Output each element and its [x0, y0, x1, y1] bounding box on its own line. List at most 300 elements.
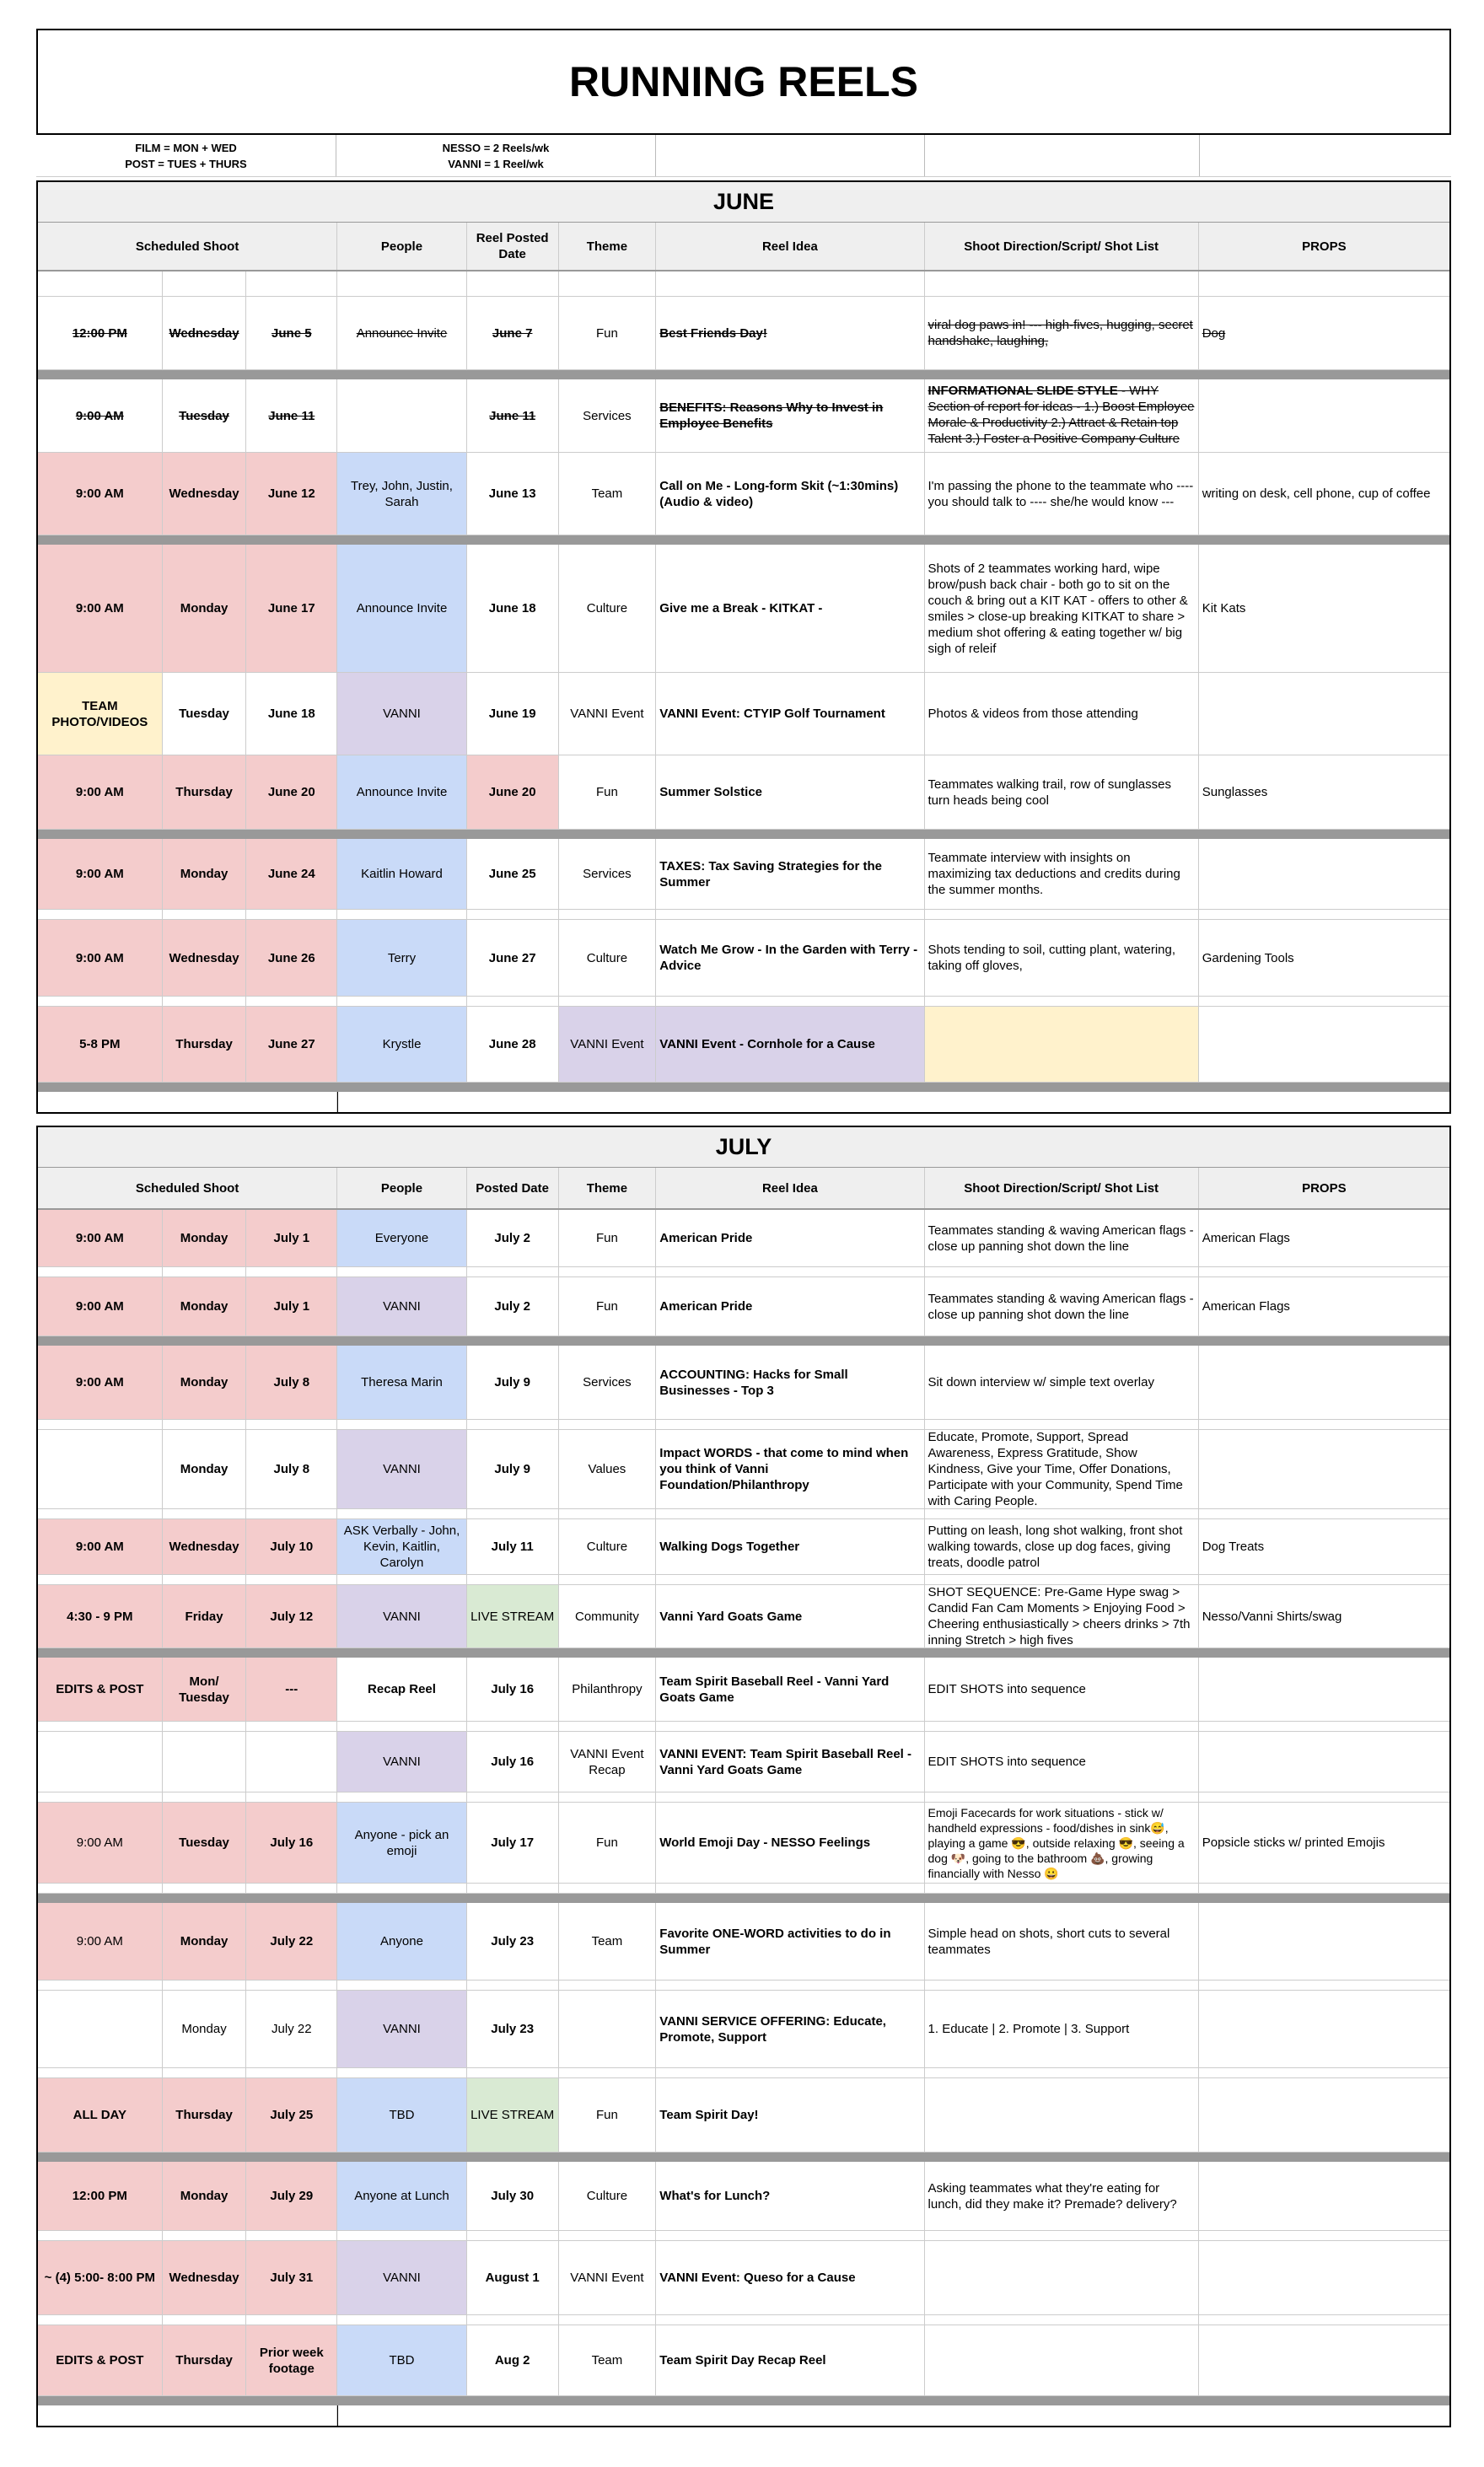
week-separator: [38, 2396, 1449, 2405]
reel-idea: VANNI Event: CTYIP Golf Tournament: [656, 673, 924, 755]
info-blank-3: [1200, 135, 1451, 176]
reel-idea: Watch Me Grow - In the Garden with Terry - Advice: [656, 920, 924, 996]
blank-row: [38, 1267, 1449, 1277]
shoot-direction: I'm passing the phone to the teammate who ---- you should talk to ---- she/he would know ---: [925, 453, 1199, 535]
theme: Culture: [559, 545, 657, 672]
theme: [559, 1991, 657, 2067]
people: VANNI: [337, 1430, 467, 1508]
blank-row: [38, 2405, 1449, 2426]
blank-row: [38, 271, 1449, 297]
shoot-day: Monday: [163, 1277, 247, 1336]
props: Popsicle sticks w/ printed Emojis: [1202, 1835, 1385, 1850]
shoot-day: Monday: [163, 2162, 247, 2230]
shoot-day: Monday: [163, 1346, 247, 1419]
info-row: [36, 135, 1451, 177]
shoot-day: Monday: [163, 1430, 247, 1508]
shoot-time: 5-8 PM: [38, 1007, 163, 1082]
info-blank-2: [925, 135, 1200, 176]
props: [1199, 1346, 1449, 1419]
reel-idea: American Pride: [656, 1277, 924, 1336]
shoot-time: EDITS & POST: [38, 2325, 163, 2395]
shoot-day: Wednesday: [163, 1519, 247, 1574]
reel-idea: VANNI Event: Queso for a Cause: [656, 2241, 924, 2314]
posted-date: June 13: [467, 453, 559, 535]
reel-idea: Team Spirit Baseball Reel - Vanni Yard Goats Game: [656, 1658, 924, 1721]
blank-row: [38, 1884, 1449, 1894]
shoot-direction: Teammates walking trail, row of sunglasses turn heads being cool: [925, 755, 1199, 829]
nesso-quota: NESSO = 2 Reels/wk: [442, 141, 550, 154]
shoot-day: Monday: [163, 1903, 247, 1980]
table-row: [38, 1658, 1449, 1722]
props: Dog Treats: [1202, 1540, 1265, 1554]
shoot-direction: [925, 1007, 1199, 1082]
shoot-time: 9:00 AM: [38, 453, 163, 535]
header-props: PROPS: [1302, 1180, 1347, 1196]
shoot-day: Tuesday: [163, 1803, 247, 1883]
shoot-day: Tuesday: [163, 673, 247, 755]
props: American Flags: [1202, 1299, 1290, 1314]
table-row: [38, 1007, 1449, 1083]
shoot-direction: viral dog paws in! --- high-fives, hugging, secret handshake, laughing,: [925, 297, 1199, 369]
posted-date: June 27: [467, 920, 559, 996]
week-separator: [38, 1336, 1449, 1346]
shoot-date: June 18: [246, 673, 337, 755]
shoot-date: June 12: [246, 453, 337, 535]
shoot-date: July 16: [246, 1803, 337, 1883]
table-row: [38, 1346, 1449, 1420]
props: [1199, 1903, 1449, 1980]
theme: VANNI Event Recap: [559, 1732, 657, 1792]
people: Anyone - pick an emoji: [337, 1803, 467, 1883]
theme: Fun: [559, 1210, 657, 1266]
theme: Philanthropy: [559, 1658, 657, 1721]
table-row: [38, 755, 1449, 830]
blank-row: [38, 2231, 1449, 2241]
blank-row: [38, 1575, 1449, 1585]
posted-date: June 20: [467, 755, 559, 829]
blank-row: [38, 1981, 1449, 1991]
shoot-direction: Sit down interview w/ simple text overlay: [925, 1346, 1199, 1419]
props: Nesso/Vanni Shirts/swag: [1202, 1609, 1342, 1624]
shoot-date: July 1: [246, 1210, 337, 1266]
table-row: [38, 1991, 1449, 2068]
shoot-date: July 1: [246, 1277, 337, 1336]
shoot-direction: Teammate interview with insights on maximizing tax deductions and credits during the summer months.: [925, 839, 1199, 909]
shoot-time: 9:00 AM: [38, 839, 163, 909]
reel-idea: VANNI SERVICE OFFERING: Educate, Promote, Support: [656, 1991, 924, 2067]
reel-idea: Best Friends Day!: [656, 297, 924, 369]
shoot-time: 9:00 AM: [38, 379, 163, 452]
july-month-header: JULY: [38, 1127, 1449, 1168]
week-separator: [38, 370, 1449, 379]
posted-date: July 23: [467, 1903, 559, 1980]
people: [337, 379, 467, 452]
shoot-direction: Putting on leash, long shot walking, front shot walking towards, close up dog faces, giving treats, doodle patrol: [925, 1519, 1199, 1574]
shoot-direction: Educate, Promote, Support, Spread Awareness, Express Gratitude, Show Kindness, Give your Time, Offer Donations, Participate with your Community, Spend Time with Caring People.: [925, 1430, 1199, 1508]
shoot-day: Wednesday: [163, 920, 247, 996]
table-row: [38, 2325, 1449, 2396]
table-row: [38, 1277, 1449, 1336]
theme: VANNI Event: [559, 2241, 657, 2314]
shoot-time: [38, 1430, 163, 1508]
shoot-date: July 8: [246, 1430, 337, 1508]
blank-row: [38, 910, 1449, 920]
shoot-day: Friday: [163, 1585, 247, 1647]
people: VANNI: [337, 1991, 467, 2067]
posted-date: July 16: [467, 1658, 559, 1721]
post-rule: POST = TUES + THURS: [125, 157, 247, 170]
header-scheduled-shoot: Scheduled Shoot: [38, 1168, 337, 1208]
shoot-day: Thursday: [163, 2325, 247, 2395]
reel-idea: Give me a Break - KITKAT -: [656, 545, 924, 672]
posted-date: July 9: [467, 1430, 559, 1508]
people: ASK Verbally - John, Kevin, Kaitlin, Carolyn: [337, 1519, 467, 1574]
shoot-day: Tuesday: [163, 379, 247, 452]
theme: Services: [559, 379, 657, 452]
posted-date: July 16: [467, 1732, 559, 1792]
theme: Values: [559, 1430, 657, 1508]
props: [1199, 2078, 1449, 2152]
props: [1199, 2325, 1449, 2395]
quota-cell: [336, 135, 656, 176]
posted-date: July 30: [467, 2162, 559, 2230]
vanni-quota: VANNI = 1 Reel/wk: [448, 157, 544, 170]
theme: Fun: [559, 297, 657, 369]
reel-idea: Vanni Yard Goats Game: [656, 1585, 924, 1647]
reel-idea: Impact WORDS - that come to mind when you think of Vanni Foundation/Philanthropy: [656, 1430, 924, 1508]
shoot-time: 9:00 AM: [38, 1803, 163, 1883]
reel-idea: Walking Dogs Together: [656, 1519, 924, 1574]
header-shoot-direction: Shoot Direction/Script/ Shot List: [925, 223, 1199, 270]
people: Theresa Marin: [337, 1346, 467, 1419]
shoot-day: Thursday: [163, 1007, 247, 1082]
header-props: PROPS: [1302, 239, 1347, 254]
shoot-day: [163, 1732, 247, 1792]
shoot-date: [246, 1732, 337, 1792]
people: Announce Invite: [337, 755, 467, 829]
theme: Team: [559, 1903, 657, 1980]
theme: Culture: [559, 2162, 657, 2230]
table-row: [38, 1732, 1449, 1792]
shoot-day: Monday: [163, 839, 247, 909]
props: [1199, 2241, 1449, 2314]
theme: Team: [559, 453, 657, 535]
shoot-direction: [925, 379, 1199, 452]
table-row: [38, 1430, 1449, 1509]
shoot-direction: EDIT SHOTS into sequence: [925, 1732, 1199, 1792]
table-row: [38, 673, 1449, 755]
props: Gardening Tools: [1202, 950, 1294, 965]
header-posted-date: Posted Date: [467, 1168, 559, 1208]
shoot-direction: Shots of 2 teammates working hard, wipe brow/push back chair - both go to sit on the couch & bring out a KIT KAT - offers to other & smiles > close-up breaking KITKAT to share > medium shot offering & eating together w/ big sigh of releif: [925, 545, 1199, 672]
reel-idea: What's for Lunch?: [656, 2162, 924, 2230]
people: VANNI: [337, 673, 467, 755]
header-theme: Theme: [559, 223, 657, 270]
theme: Culture: [559, 920, 657, 996]
schedule-rule-cell: [36, 135, 336, 176]
shoot-date: July 12: [246, 1585, 337, 1647]
shoot-direction: EDIT SHOTS into sequence: [925, 1658, 1199, 1721]
shoot-time: EDITS & POST: [38, 1658, 163, 1721]
header-theme: Theme: [559, 1168, 657, 1208]
shoot-direction: Shots tending to soil, cutting plant, watering, taking off gloves,: [925, 920, 1199, 996]
blank-row: [38, 1420, 1449, 1430]
blank-row: [38, 1792, 1449, 1803]
table-row: [38, 1903, 1449, 1981]
shoot-date: July 29: [246, 2162, 337, 2230]
props: Dog: [1202, 325, 1226, 341]
shoot-date: June 26: [246, 920, 337, 996]
shoot-direction: [925, 2241, 1199, 2314]
shoot-date: Prior week footage: [246, 2325, 337, 2395]
shoot-day: Monday: [163, 1991, 247, 2067]
posted-date: July 2: [467, 1277, 559, 1336]
week-separator: [38, 2153, 1449, 2162]
theme: Culture: [559, 1519, 657, 1574]
june-section: [36, 180, 1451, 1114]
props: [1199, 2162, 1449, 2230]
film-rule: FILM = MON + WED: [135, 141, 237, 154]
shoot-direction: Asking teammates what they're eating for lunch, did they make it? Premade? delivery?: [925, 2162, 1199, 2230]
week-separator: [38, 1083, 1449, 1092]
people: VANNI: [337, 2241, 467, 2314]
props: [1199, 1991, 1449, 2067]
week-separator: [38, 535, 1449, 545]
shoot-direction: 1. Educate | 2. Promote | 3. Support: [925, 1991, 1199, 2067]
reel-idea: Team Spirit Day Recap Reel: [656, 2325, 924, 2395]
shoot-date: ---: [246, 1658, 337, 1721]
posted-date: June 18: [467, 545, 559, 672]
posted-date: July 17: [467, 1803, 559, 1883]
table-row: [38, 545, 1449, 673]
posted-date: LIVE STREAM: [467, 1585, 559, 1647]
shoot-time: 9:00 AM: [38, 545, 163, 672]
people: TBD: [337, 2325, 467, 2395]
shoot-date: June 5: [246, 297, 337, 369]
props: Sunglasses: [1202, 785, 1268, 799]
header-scheduled-shoot: Scheduled Shoot: [38, 223, 337, 270]
shoot-date: June 17: [246, 545, 337, 672]
shoot-date: June 27: [246, 1007, 337, 1082]
people: TBD: [337, 2078, 467, 2152]
header-reel-idea: Reel Idea: [656, 1168, 924, 1208]
shoot-date: July 8: [246, 1346, 337, 1419]
shoot-date: July 25: [246, 2078, 337, 2152]
week-separator: [38, 1648, 1449, 1658]
july-column-headers: [38, 1168, 1449, 1210]
table-row: [38, 453, 1449, 535]
shoot-time: [38, 1991, 163, 2067]
shoot-time: TEAM PHOTO/VIDEOS: [38, 673, 163, 755]
table-row: [38, 297, 1449, 370]
shoot-date: July 22: [246, 1903, 337, 1980]
june-month-header: JUNE: [38, 182, 1449, 223]
table-row: [38, 379, 1449, 453]
week-separator: [38, 1894, 1449, 1903]
reel-idea: Call on Me - Long-form Skit (~1:30mins) (Audio & video): [656, 453, 924, 535]
table-row: [38, 2162, 1449, 2231]
props: American Flags: [1202, 1231, 1290, 1245]
theme: Services: [559, 1346, 657, 1419]
people: Trey, John, Justin, Sarah: [337, 453, 467, 535]
theme: Services: [559, 839, 657, 909]
props: [1199, 839, 1449, 909]
people: Terry: [337, 920, 467, 996]
blank-row: [38, 1722, 1449, 1732]
blank-row: [38, 1509, 1449, 1519]
theme: VANNI Event: [559, 1007, 657, 1082]
shoot-direction: [925, 2325, 1199, 2395]
theme: Fun: [559, 755, 657, 829]
shoot-direction: Teammates standing & waving American flags - close up panning shot down the line: [925, 1277, 1199, 1336]
props: writing on desk, cell phone, cup of coffee: [1202, 486, 1431, 501]
reel-idea: Favorite ONE-WORD activities to do in Summer: [656, 1903, 924, 1980]
header-people: People: [337, 1168, 467, 1208]
posted-date: July 23: [467, 1991, 559, 2067]
shoot-date: July 31: [246, 2241, 337, 2314]
table-row: [38, 2241, 1449, 2315]
shoot-day: Wednesday: [163, 2241, 247, 2314]
posted-date: July 2: [467, 1210, 559, 1266]
props: [1199, 1658, 1449, 1721]
shoot-date: June 24: [246, 839, 337, 909]
posted-date: June 25: [467, 839, 559, 909]
header-posted-date: Reel Posted Date: [467, 223, 559, 270]
shoot-time: 9:00 AM: [38, 1277, 163, 1336]
people: Announce Invite: [337, 545, 467, 672]
reel-idea: VANNI EVENT: Team Spirit Baseball Reel - Vanni Yard Goats Game: [656, 1732, 924, 1792]
shoot-direction: SHOT SEQUENCE: Pre-Game Hype swag > Candid Fan Cam Moments > Enjoying Food > Cheering enthusiastically > cheers drinks > 7th inning Stretch > high fives: [925, 1585, 1199, 1647]
posted-date: June 11: [467, 379, 559, 452]
theme: VANNI Event: [559, 673, 657, 755]
shoot-time: 12:00 PM: [38, 2162, 163, 2230]
shoot-direction: Photos & videos from those attending: [925, 673, 1199, 755]
june-column-headers: [38, 223, 1449, 271]
theme: Fun: [559, 2078, 657, 2152]
shoot-date: June 11: [246, 379, 337, 452]
table-row: [38, 2078, 1449, 2153]
shoot-time: ~ (4) 5:00- 8:00 PM: [38, 2241, 163, 2314]
shoot-day: Monday: [163, 1210, 247, 1266]
shoot-time: 9:00 AM: [38, 920, 163, 996]
reel-idea: ACCOUNTING: Hacks for Small Businesses - Top 3: [656, 1346, 924, 1419]
posted-date: July 9: [467, 1346, 559, 1419]
reel-idea: Summer Solstice: [656, 755, 924, 829]
shoot-time: ALL DAY: [38, 2078, 163, 2152]
shoot-day: Thursday: [163, 2078, 247, 2152]
shoot-time: 4:30 - 9 PM: [38, 1585, 163, 1647]
shoot-direction: Simple head on shots, short cuts to several teammates: [925, 1903, 1199, 1980]
reel-idea: World Emoji Day - NESSO Feelings: [656, 1803, 924, 1883]
week-separator: [38, 830, 1449, 839]
reel-idea: American Pride: [656, 1210, 924, 1266]
table-row: [38, 1519, 1449, 1575]
july-section: [36, 1126, 1451, 2427]
reel-idea: BENEFITS: Reasons Why to Invest in Employee Benefits: [656, 379, 924, 452]
title-box: [36, 29, 1451, 135]
posted-date: LIVE STREAM: [467, 2078, 559, 2152]
props: [1199, 1430, 1449, 1508]
shoot-time: 9:00 AM: [38, 755, 163, 829]
shoot-time: 9:00 AM: [38, 1519, 163, 1574]
people: VANNI: [337, 1277, 467, 1336]
direction-style-label: INFORMATIONAL SLIDE STYLE: [928, 384, 1118, 398]
people: Recap Reel: [337, 1658, 467, 1721]
posted-date: June 19: [467, 673, 559, 755]
posted-date: June 7: [467, 297, 559, 369]
header-reel-idea: Reel Idea: [656, 223, 924, 270]
props: [1199, 1732, 1449, 1792]
shoot-time: 9:00 AM: [38, 1903, 163, 1980]
shoot-time: 12:00 PM: [38, 297, 163, 369]
people: Krystle: [337, 1007, 467, 1082]
reel-idea: VANNI Event - Cornhole for a Cause: [656, 1007, 924, 1082]
shoot-time: 9:00 AM: [38, 1210, 163, 1266]
theme: Fun: [559, 1803, 657, 1883]
shoot-day: Wednesday: [163, 453, 247, 535]
spreadsheet: [36, 29, 1451, 2427]
shoot-day: Wednesday: [163, 297, 247, 369]
posted-date: June 28: [467, 1007, 559, 1082]
blank-row: [38, 2068, 1449, 2078]
theme: Fun: [559, 1277, 657, 1336]
blank-row: [38, 997, 1449, 1007]
people: VANNI: [337, 1585, 467, 1647]
shoot-time: 9:00 AM: [38, 1346, 163, 1419]
props: [1199, 1007, 1449, 1082]
people: Anyone: [337, 1903, 467, 1980]
props: [1199, 379, 1449, 452]
people: Everyone: [337, 1210, 467, 1266]
shoot-direction: Teammates standing & waving American flags - close up panning shot down the line: [925, 1210, 1199, 1266]
shoot-direction: [925, 2078, 1199, 2152]
posted-date: July 11: [467, 1519, 559, 1574]
table-row: [38, 1803, 1449, 1884]
reel-idea: TAXES: Tax Saving Strategies for the Summer: [656, 839, 924, 909]
shoot-day: Thursday: [163, 755, 247, 829]
posted-date: August 1: [467, 2241, 559, 2314]
table-row: [38, 1210, 1449, 1267]
people: Announce Invite: [337, 297, 467, 369]
header-shoot-direction: Shoot Direction/Script/ Shot List: [925, 1168, 1199, 1208]
blank-row: [38, 2315, 1449, 2325]
props: Kit Kats: [1202, 601, 1246, 615]
people: Anyone at Lunch: [337, 2162, 467, 2230]
shoot-day: Mon/ Tuesday: [163, 1658, 247, 1721]
page-title: RUNNING REELS: [569, 58, 918, 105]
posted-date: Aug 2: [467, 2325, 559, 2395]
shoot-date: June 20: [246, 755, 337, 829]
table-row: [38, 839, 1449, 910]
people: Kaitlin Howard: [337, 839, 467, 909]
shoot-time: [38, 1732, 163, 1792]
direction-text: - WHY Section of report for ideas - 1.) Boost Employee Morale & Productivity 2.) Attract & Retain top Talent 3.) Foster a Positive Company Culture: [928, 384, 1195, 446]
theme: Team: [559, 2325, 657, 2395]
header-people: People: [337, 223, 467, 270]
info-blank-1: [656, 135, 925, 176]
theme: Community: [559, 1585, 657, 1647]
shoot-day: Monday: [163, 545, 247, 672]
shoot-date: July 10: [246, 1519, 337, 1574]
blank-row: [38, 1092, 1449, 1112]
reel-idea: Team Spirit Day!: [656, 2078, 924, 2152]
shoot-date: July 22: [246, 1991, 337, 2067]
props: [1199, 673, 1449, 755]
people: VANNI: [337, 1732, 467, 1792]
table-row: [38, 920, 1449, 997]
table-row: [38, 1585, 1449, 1648]
shoot-direction: Emoji Facecards for work situations - stick w/ handheld expressions - food/dishes in sink😅, playing a game 😎, outside relaxing 😎, seeing a dog 🐶, going to the bathroom 💩, growing financially with Nesso 😀: [925, 1803, 1199, 1883]
